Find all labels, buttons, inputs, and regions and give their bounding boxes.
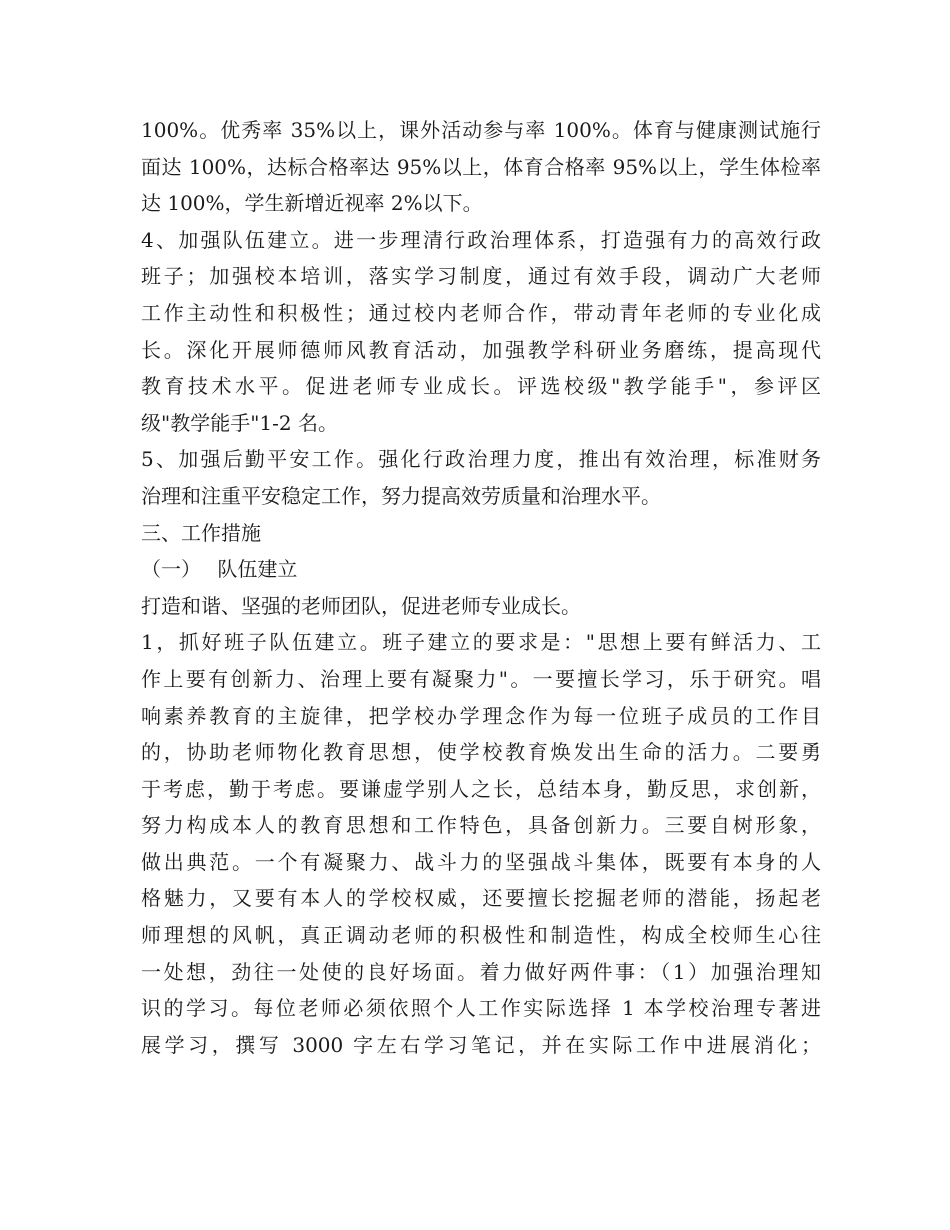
section-heading: 三、工作措施 bbox=[141, 520, 261, 545]
text-line: 格魅力，又要有本人的学校权威，还要擅长挖掘老师的潜能，扬起老 bbox=[141, 886, 821, 911]
text-line: 一处想，劲往一处使的良好场面。着力做好两件事：（1）加强治理知 bbox=[141, 959, 821, 984]
text-line: 识的学习。每位老师必须依照个人工作实际选择 1 本学校治理专著进 bbox=[141, 996, 821, 1021]
text-line: 达 100%，学生新增近视率 2%以下。 bbox=[141, 191, 483, 216]
text-line: 教育技术水平。促进老师专业成长。评选校级"教学能手"，参评区 bbox=[141, 374, 821, 399]
text-line: 级"教学能手"1-2 名。 bbox=[141, 410, 338, 435]
text-line: 的，协助老师物化教育思想，使学校教育焕发出生命的活力。二要勇 bbox=[141, 740, 821, 765]
text-line: 工作主动性和积极性；通过校内老师合作，带动青年老师的专业化成 bbox=[141, 300, 821, 325]
document-body bbox=[141, 112, 821, 1063]
text-line: 100%。优秀率 35%以上，课外活动参与率 100%。体育与健康测试施行 bbox=[141, 118, 821, 142]
text-line: 面达 100%，达标合格率达 95%以上，体育合格率 95%以上，学生体检率 bbox=[141, 154, 821, 179]
text-line: 4、加强队伍建立。进一步理清行政治理体系，打造强有力的高效行政 bbox=[141, 227, 821, 252]
text-line: 班子；加强校本培训，落实学习制度，通过有效手段，调动广大老师 bbox=[141, 264, 821, 289]
text-line: 5、加强后勤平安工作。强化行政治理力度，推出有效治理，标准财务 bbox=[141, 447, 821, 472]
text-line: 努力构成本人的教育思想和工作特色，具备创新力。三要自树形象， bbox=[141, 813, 821, 838]
text-line: 师理想的风帆，真正调动老师的积极性和制造性，构成全校师生心往 bbox=[141, 923, 821, 948]
text-line: 1，抓好班子队伍建立。班子建立的要求是："思想上要有鲜活力、工 bbox=[141, 630, 821, 655]
text-line: 响素养教育的主旋律，把学校办学理念作为每一位班子成员的工作目 bbox=[141, 703, 821, 728]
text-line: 长。深化开展师德师风教育活动，加强教学科研业务磨练，提高现代 bbox=[141, 337, 821, 362]
text-line: 打造和谐、坚强的老师团队，促进老师专业成长。 bbox=[141, 593, 581, 618]
text-line: 展学习，撰写 3000 字左右学习笔记，并在实际工作中进展消化； bbox=[141, 1032, 821, 1057]
text-line: 于考虑，勤于考虑。要谦虚学别人之长，总结本身，勤反思，求创新， bbox=[141, 776, 821, 801]
text-line: 做出典范。一个有凝聚力、战斗力的坚强战斗集体，既要有本身的人 bbox=[141, 849, 821, 874]
subsection-heading: （一） 队伍建立 bbox=[141, 557, 298, 582]
text-line: 治理和注重平安稳定工作，努力提高效劳质量和治理水平。 bbox=[141, 483, 661, 508]
text-line: 作上要有创新力、治理上要有凝聚力"。一要擅长学习，乐于研究。唱 bbox=[141, 666, 821, 691]
